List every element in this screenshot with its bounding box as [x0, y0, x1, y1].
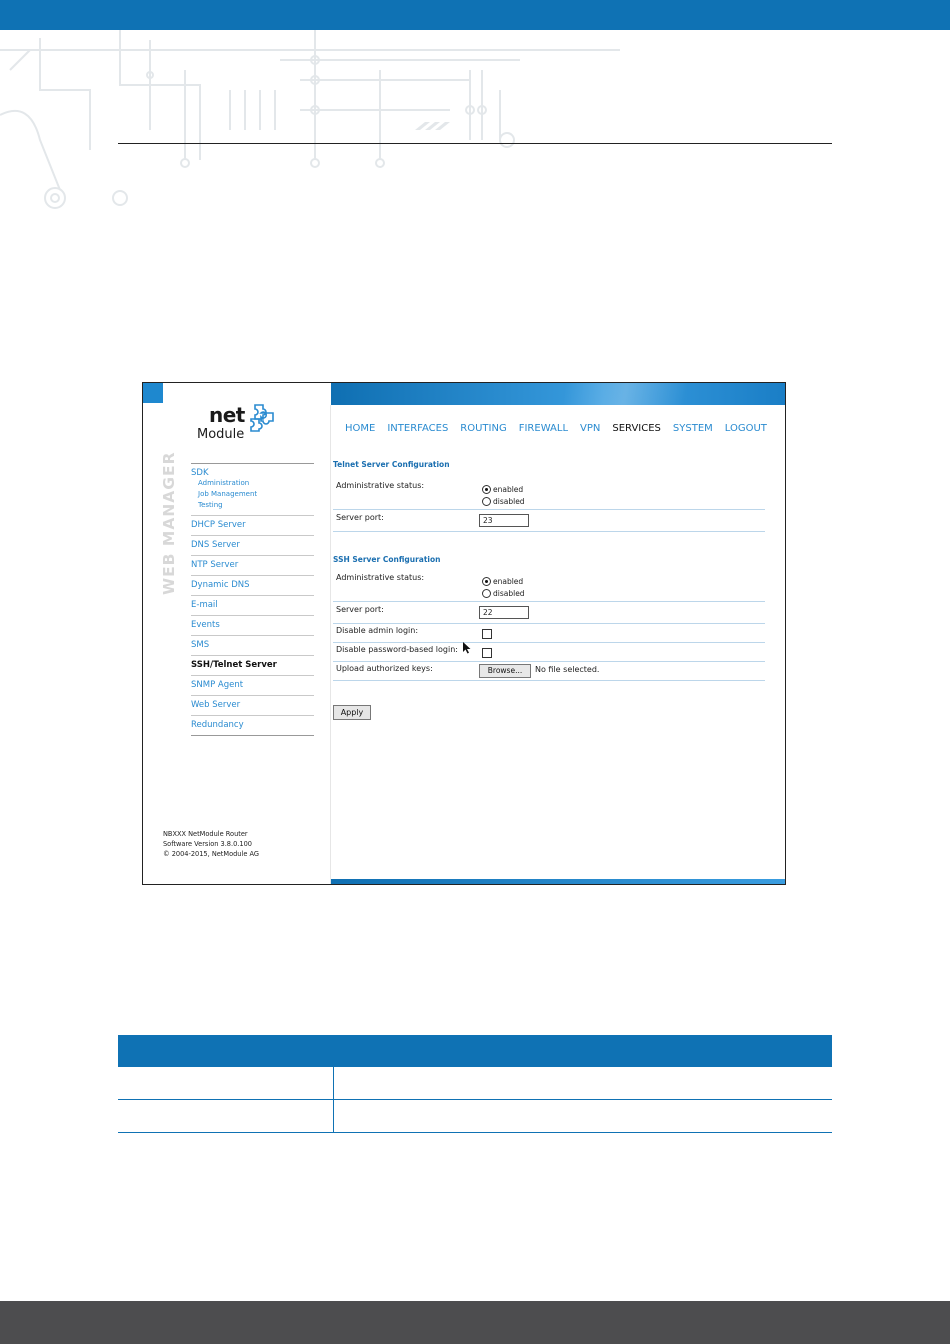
footer-product: NBXXX NetModule Router — [163, 830, 248, 838]
router-web-manager-screenshot — [142, 382, 786, 885]
disable-password-row — [333, 644, 765, 662]
main-nav — [345, 423, 767, 434]
nav-services[interactable]: SERVICES — [612, 423, 661, 434]
sidebar-item-events[interactable]: Events — [191, 616, 314, 636]
nav-system[interactable]: SYSTEM — [672, 423, 713, 434]
footer-copyright: © 2004-2015, NetModule AG — [163, 850, 259, 858]
telnet-port-label: Server port: — [336, 513, 384, 522]
telnet-enabled-radio[interactable] — [482, 483, 525, 495]
web-manager-vertical-label: WEB MANAGER — [160, 451, 178, 595]
sidebar-item-snmp-agent[interactable]: SNMP Agent — [191, 676, 314, 696]
sdk-submenu — [191, 478, 314, 516]
ssh-port-label: Server port: — [336, 605, 384, 614]
upload-keys-label: Upload authorized keys: — [336, 664, 433, 673]
sidebar-subitem-job-management[interactable]: Job Management — [198, 490, 258, 498]
header-band — [331, 383, 785, 405]
sidebar-item-dns-server[interactable]: DNS Server — [191, 536, 314, 556]
sidebar-item-ssh-telnet-server[interactable]: SSH/Telnet Server — [191, 656, 314, 676]
ssh-disabled-radio[interactable] — [482, 587, 525, 599]
radio-selected-icon — [482, 577, 491, 586]
sidebar-item-sms[interactable]: SMS — [191, 636, 314, 656]
table-row — [118, 1067, 832, 1100]
disable-password-label: Disable password-based login: — [336, 645, 458, 654]
ssh-disabled-label: disabled — [493, 588, 525, 598]
table-row — [118, 1100, 832, 1133]
ssh-status-radios — [482, 575, 525, 599]
table-cell — [334, 1067, 833, 1100]
telnet-status-radios — [482, 483, 525, 507]
apply-button[interactable]: Apply — [333, 705, 371, 720]
sidebar-item-dhcp-server[interactable]: DHCP Server — [191, 516, 314, 536]
ssh-enabled-radio[interactable] — [482, 575, 525, 587]
ssh-port-row — [333, 603, 765, 624]
disable-admin-label: Disable admin login: — [336, 626, 419, 635]
sidebar-item-dynamic-dns[interactable]: Dynamic DNS — [191, 576, 314, 596]
footer-version: Software Version 3.8.0.100 — [163, 840, 252, 848]
sidebar-item-sdk[interactable]: SDK — [191, 468, 209, 478]
corner-accent — [143, 383, 163, 403]
telnet-port-input[interactable]: 23 — [479, 514, 529, 527]
telnet-enabled-label: enabled — [493, 484, 524, 494]
netmodule-logo[interactable] — [193, 401, 283, 443]
nav-home[interactable]: HOME — [345, 423, 376, 434]
table-header-row — [118, 1035, 832, 1067]
table-header-cell — [334, 1035, 833, 1067]
disable-admin-row — [333, 625, 765, 643]
sidebar-subitem-testing[interactable]: Testing — [198, 501, 223, 509]
ssh-port-input[interactable]: 22 — [479, 606, 529, 619]
sidebar-divider — [330, 405, 331, 884]
ssh-section-title: SSH Server Configuration — [333, 555, 441, 564]
upload-keys-row — [333, 663, 765, 681]
sidebar-nav — [191, 463, 314, 736]
sidebar-item-email[interactable]: E-mail — [191, 596, 314, 616]
telnet-disabled-label: disabled — [493, 496, 525, 506]
disable-password-checkbox[interactable] — [482, 648, 492, 658]
ssh-enabled-label: enabled — [493, 576, 524, 586]
table-header-cell — [118, 1035, 334, 1067]
sidebar-item-web-server[interactable]: Web Server — [191, 696, 314, 716]
radio-unselected-icon — [482, 589, 491, 598]
table-cell — [118, 1067, 334, 1100]
browse-button[interactable]: Browse... — [479, 664, 531, 678]
header-rule — [118, 143, 832, 144]
telnet-disabled-radio[interactable] — [482, 495, 525, 507]
footer-band — [331, 879, 785, 884]
no-file-selected-text: No file selected. — [535, 665, 600, 674]
ssh-admin-status-label: Administrative status: — [336, 573, 425, 582]
sidebar-item-ntp-server[interactable]: NTP Server — [191, 556, 314, 576]
logo-text-module: Module — [197, 427, 245, 442]
radio-unselected-icon — [482, 497, 491, 506]
version-footer — [163, 829, 259, 859]
telnet-section-title: Telnet Server Configuration — [333, 460, 450, 469]
puzzle-icon — [245, 401, 281, 435]
mouse-cursor-icon — [463, 642, 471, 654]
telnet-port-row — [333, 511, 765, 532]
sidebar-subitem-administration[interactable]: Administration — [198, 479, 250, 487]
telnet-admin-status-row — [333, 481, 765, 510]
sidebar-item-redundancy[interactable]: Redundancy — [191, 716, 314, 736]
nav-firewall[interactable]: FIREWALL — [518, 423, 569, 434]
bottom-banner — [0, 1301, 950, 1344]
table-cell — [118, 1100, 334, 1133]
table-cell — [334, 1100, 833, 1133]
telnet-admin-status-label: Administrative status: — [336, 481, 425, 490]
radio-selected-icon — [482, 485, 491, 494]
circuit-decoration — [0, 30, 650, 220]
nav-interfaces[interactable]: INTERFACES — [387, 423, 449, 434]
top-banner — [0, 0, 950, 30]
parameter-table — [118, 1035, 832, 1133]
nav-logout[interactable]: LOGOUT — [724, 423, 767, 434]
nav-routing[interactable]: ROUTING — [460, 423, 507, 434]
disable-admin-checkbox[interactable] — [482, 629, 492, 639]
logo-text-net: net — [209, 403, 245, 427]
nav-vpn[interactable]: VPN — [580, 423, 601, 434]
ssh-admin-status-row — [333, 573, 765, 602]
